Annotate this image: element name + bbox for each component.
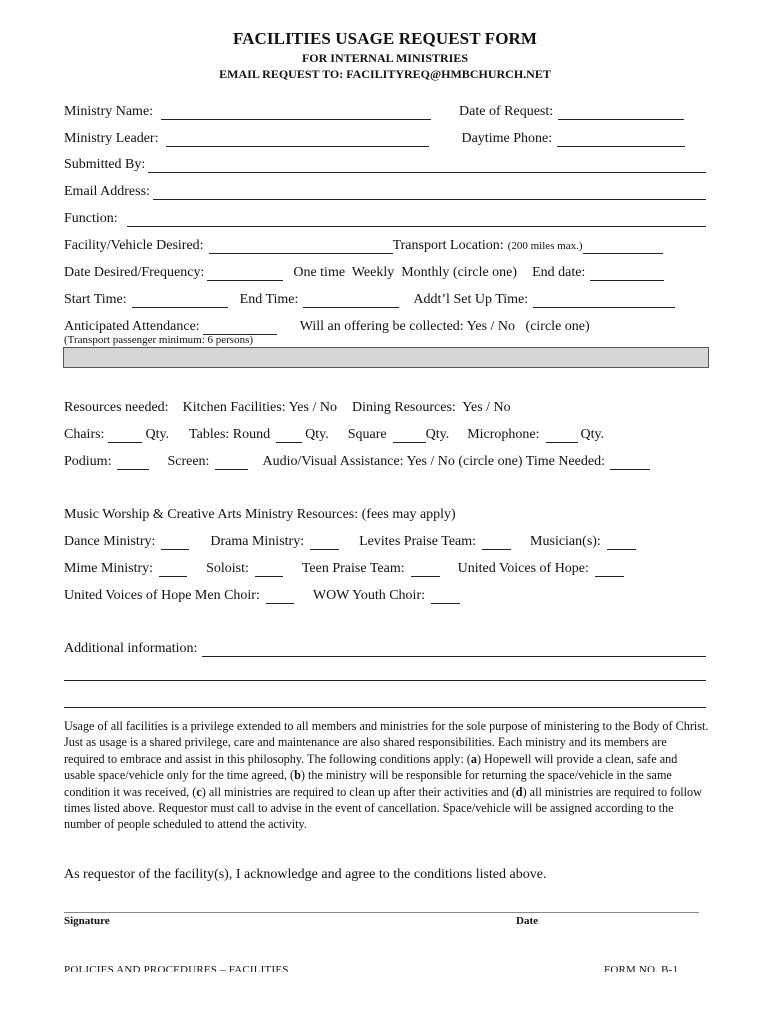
row-submitted-by [64, 153, 709, 173]
soloist-field[interactable] [255, 562, 283, 577]
uvoh-men-choir-field[interactable] [266, 589, 294, 604]
music-ministry-heading: Music Worship & Creative Arts Ministry Resources: (fees may apply) [64, 507, 456, 522]
submitted-by-field[interactable] [148, 158, 706, 173]
additional-info-label: Additional information: [64, 641, 198, 656]
transport-location-note: (200 miles max.) [507, 240, 583, 252]
function-field[interactable] [127, 212, 706, 227]
kitchen-facilities-option[interactable]: Kitchen Facilities: Yes / No [182, 400, 337, 415]
ministry-leader-label: Ministry Leader: [64, 131, 159, 146]
row-email-address [64, 180, 709, 200]
mime-ministry-field[interactable] [159, 562, 187, 577]
row-function [64, 207, 709, 227]
screen-label: Screen: [167, 454, 210, 469]
ministry-leader-field[interactable] [166, 132, 429, 147]
section-divider-bar [63, 347, 709, 368]
teen-praise-team-label: Teen Praise Team: [301, 561, 405, 576]
uvoh-men-choir-label: United Voices of Hope Men Choir: [64, 588, 260, 603]
av-assistance-label[interactable]: Audio/Visual Assistance: Yes / No (circle one) Time Needed: [262, 454, 605, 469]
additional-info-line-2[interactable] [64, 680, 706, 681]
row-music-heading [64, 503, 709, 523]
acknowledgement-statement: As requestor of the facility(s), I acknowledge and agree to the conditions listed above. [64, 867, 547, 882]
additional-info-line-3[interactable] [64, 707, 706, 708]
frequency-options[interactable]: One time Weekly Monthly (circle one) [293, 265, 518, 280]
tables-round-label: Tables: Round [189, 427, 271, 442]
end-date-label: End date: [532, 265, 586, 280]
signature-line[interactable] [64, 912, 699, 913]
row-facility-vehicle [64, 234, 709, 254]
row-times [64, 288, 709, 308]
row-music-3 [64, 584, 709, 604]
row-music-2 [64, 557, 709, 577]
additional-info-field[interactable] [202, 642, 706, 657]
square-field[interactable] [393, 428, 426, 443]
end-time-label: End Time: [239, 292, 299, 307]
end-date-field[interactable] [590, 266, 664, 281]
musicians-label: Musician(s): [530, 534, 601, 549]
drama-ministry-label: Drama Ministry: [210, 534, 305, 549]
united-voices-of-hope-label: United Voices of Hope: [457, 561, 589, 576]
form-subtitle: FOR INTERNAL MINISTRIES [301, 51, 469, 65]
row-podium-screen [64, 450, 709, 470]
microphone-label: Microphone: [467, 427, 540, 442]
setup-time-field[interactable] [533, 293, 675, 308]
teen-praise-team-field[interactable] [411, 562, 440, 577]
musicians-field[interactable] [607, 535, 636, 550]
row-ministry-leader [64, 127, 709, 147]
submitted-by-label: Submitted By: [64, 157, 146, 172]
podium-field[interactable] [117, 455, 149, 470]
transport-location-field[interactable] [583, 239, 663, 254]
email-instruction: EMAIL REQUEST TO: FACILITYREQ@HMBCHURCH.NET [219, 67, 551, 81]
start-time-field[interactable] [132, 293, 228, 308]
row-resources [64, 396, 709, 416]
wow-youth-choir-label: WOW Youth Choir: [312, 588, 426, 603]
square-qty-label: Qty. [425, 427, 450, 442]
end-time-field[interactable] [303, 293, 399, 308]
chairs-qty-field[interactable] [108, 428, 142, 443]
offering-question[interactable]: Will an offering be collected: Yes / No (circle one) [299, 319, 590, 334]
row-ministry-name [64, 100, 709, 120]
drama-ministry-field[interactable] [310, 535, 339, 550]
facility-vehicle-label: Facility/Vehicle Desired: [64, 238, 204, 253]
email-address-label: Email Address: [64, 184, 150, 199]
screen-field[interactable] [215, 455, 248, 470]
daytime-phone-field[interactable] [557, 132, 685, 147]
function-label: Function: [64, 211, 118, 226]
usage-terms-paragraph: Usage of all facilities is a privilege extended to all members and ministries for the sole purpose of ministering to the Body of Christ. Just as usage is a shared privilege, care and maintenance are also shared responsibilities. Each ministry and its members are required to embrace and assist in this philosophy. The following conditions apply: (a) Hopewell will provide a clean, safe and usable space/vehicle only for the time agreed, (b) the ministry will be responsible for returning the space/vehicle in the same condition it was received, (c) all ministries are required to clean up after their activities and (d) all ministries are required to follow times listed above. Requestor must call to advise in the event of cancellation. Space/vehicle will be assigned according to the number of people scheduled to attend the activity. [64, 719, 709, 832]
transport-minimum-note: (Transport passenger minimum: 6 persons) [64, 334, 254, 346]
wow-youth-choir-field[interactable] [431, 589, 460, 604]
row-chairs-tables [64, 423, 709, 443]
attendance-label: Anticipated Attendance: [64, 319, 200, 334]
date-of-request-label: Date of Request: [459, 104, 554, 119]
levites-praise-team-label: Levites Praise Team: [359, 534, 477, 549]
podium-label: Podium: [64, 454, 112, 469]
ministry-name-field[interactable] [161, 105, 431, 120]
facility-vehicle-field[interactable] [209, 239, 393, 254]
levites-praise-team-field[interactable] [482, 535, 511, 550]
resources-needed-label: Resources needed: [64, 400, 169, 415]
setup-time-label: Addt’l Set Up Time: [413, 292, 529, 307]
attendance-field[interactable] [203, 320, 277, 335]
mime-ministry-label: Mime Ministry: [64, 561, 154, 576]
microphone-qty-label: Qty. [580, 427, 605, 442]
row-attendance [64, 315, 709, 335]
row-additional-info [64, 637, 709, 657]
dining-resources-option[interactable]: Dining Resources: Yes / No [351, 400, 511, 415]
row-date-desired [64, 261, 709, 281]
tables-round-qty-label: Qty. [305, 427, 329, 442]
transport-location-label: Transport Location: [392, 238, 504, 253]
ministry-name-label: Ministry Name: [64, 104, 154, 119]
date-label: Date [516, 915, 538, 927]
chairs-label: Chairs: [64, 427, 105, 442]
start-time-label: Start Time: [64, 292, 127, 307]
email-address-field[interactable] [153, 185, 706, 200]
microphone-field[interactable] [546, 428, 578, 443]
daytime-phone-label: Daytime Phone: [461, 131, 553, 146]
united-voices-of-hope-field[interactable] [595, 562, 624, 577]
date-desired-label: Date Desired/Frequency: [64, 265, 205, 280]
form-title: FACILITIES USAGE REQUEST FORM [232, 29, 538, 48]
av-time-field[interactable] [610, 455, 650, 470]
soloist-label: Soloist: [206, 561, 249, 576]
signature-label: Signature [64, 915, 110, 927]
date-desired-field[interactable] [207, 266, 283, 281]
dance-ministry-field[interactable] [161, 535, 189, 550]
dance-ministry-label: Dance Ministry: [64, 534, 156, 549]
date-of-request-field[interactable] [558, 105, 684, 120]
footer-form-number: FORM NO. B-1 [604, 964, 679, 972]
square-label: Square [347, 427, 387, 442]
row-music-1 [64, 530, 709, 550]
footer-policy-text: POLICIES AND PROCEDURES – FACILITIES [64, 964, 289, 972]
tables-round-field[interactable] [276, 428, 302, 443]
chairs-qty-label: Qty. [145, 427, 170, 442]
